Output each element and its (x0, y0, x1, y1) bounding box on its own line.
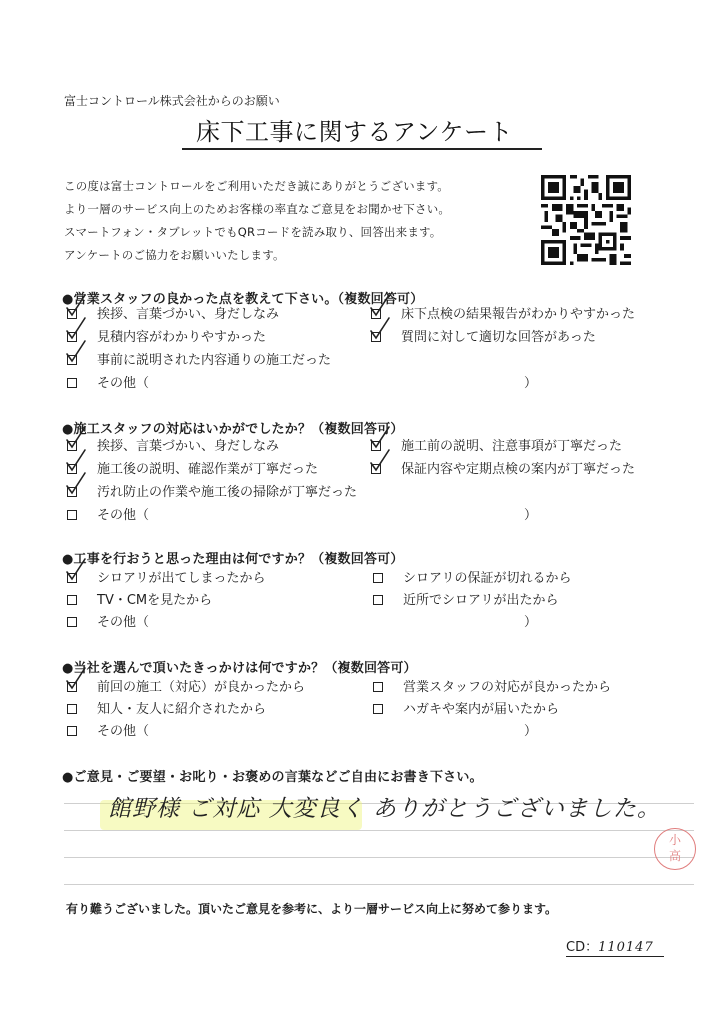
checkbox[interactable] (373, 573, 383, 583)
option-label: 営業スタッフの対応が良かったから (403, 680, 612, 695)
option-sales-answers[interactable] (371, 328, 671, 348)
checkmark-icon (369, 316, 391, 344)
other-close-paren: ） (524, 615, 538, 630)
other-close-paren: ） (524, 508, 538, 523)
option-trigger-sales-staff[interactable] (373, 678, 663, 698)
checkbox[interactable] (67, 704, 77, 714)
option-sales-inspection-report[interactable] (371, 305, 671, 325)
checkbox[interactable] (67, 726, 77, 736)
option-sales-as-explained[interactable] (67, 351, 367, 371)
option-trigger-postcard[interactable] (373, 700, 653, 720)
option-trigger-other[interactable] (67, 722, 267, 742)
option-label: シロアリが出てしまったから (97, 571, 266, 586)
option-label: 挨拶、言葉づかい、身だしなみ (97, 439, 280, 454)
option-label: シロアリの保証が切れるから (403, 571, 572, 586)
customer-code (566, 936, 654, 955)
option-construction-greeting[interactable] (67, 437, 347, 457)
option-construction-post-explanation[interactable] (67, 460, 357, 480)
option-label: 見積内容がわかりやすかった (97, 330, 267, 345)
intro-line-1: この度は富士コントロールをご利用いただき誠にありがとうございます。 (64, 179, 449, 193)
checkbox[interactable] (67, 595, 77, 605)
other-close-paren: ） (524, 724, 538, 739)
page-title: 床下工事に関するアンケート (196, 118, 514, 146)
option-sales-other[interactable] (67, 374, 267, 394)
checkmark-icon (369, 448, 391, 476)
checkbox[interactable] (67, 617, 77, 627)
option-label: 床下点検の結果報告がわかりやすかった (401, 307, 636, 322)
option-reason-other[interactable] (67, 613, 267, 633)
option-label: その他（ (97, 376, 150, 391)
option-construction-pre-explanation[interactable] (371, 437, 671, 457)
section-title-reason: ●工事を行おうと思った理由は何ですか？（複数回答可） (62, 552, 404, 567)
option-label: 施工後の説明、確認作業が丁寧だった (97, 462, 319, 477)
option-trigger-previous-work[interactable] (67, 678, 357, 698)
checkbox[interactable] (67, 510, 77, 520)
option-label: その他（ (97, 615, 150, 630)
checkmark-icon (65, 471, 87, 499)
intro-line-2: より一層のサービス向上のためお客様の率直なご意見をお聞かせ下さい。 (64, 202, 451, 216)
option-label: 汚れ防止の作業や施工後の掃除が丁寧だった (97, 485, 358, 500)
option-sales-greeting[interactable] (67, 305, 347, 325)
checkbox[interactable] (373, 704, 383, 714)
option-trigger-referral[interactable] (67, 700, 347, 720)
cd-label: CD： (566, 940, 599, 955)
option-sales-estimate[interactable] (67, 328, 347, 348)
option-label: その他（ (97, 724, 150, 739)
section-title-sales-staff: ●営業スタッフの良かった点を教えて下さい。（複数回答可） (62, 292, 424, 307)
section-title-construction-staff: ●施工スタッフの対応はいかがでしたか？（複数回答可） (62, 422, 404, 437)
cd-underline (566, 956, 664, 957)
option-label: 前回の施工（対応）が良かったから (97, 680, 306, 695)
option-label: 知人・友人に紹介されたから (97, 702, 267, 717)
checkmark-icon (65, 557, 87, 585)
company-line: 富士コントロール株式会社からのお願い (64, 94, 280, 108)
checkmark-icon (65, 339, 87, 367)
option-reason-warranty-expiring[interactable] (373, 569, 653, 589)
option-label: 近所でシロアリが出たから (403, 593, 559, 608)
option-label: TV・CMを見たから (97, 593, 213, 608)
option-label: その他（ (97, 508, 150, 523)
option-label: 保証内容や定期点検の案内が丁寧だった (401, 462, 636, 477)
footer-thanks: 有り難うございました。頂いたご意見を参考に、より一層サービス向上に努めて参ります。 (66, 902, 558, 916)
comment-line-3 (64, 857, 694, 858)
option-reason-neighborhood[interactable] (373, 591, 653, 611)
checkmark-icon (65, 666, 87, 694)
intro-line-4: アンケートのご協力をお願いいたします。 (64, 248, 285, 262)
checkbox[interactable] (67, 378, 77, 388)
cd-value: 110147 (598, 940, 654, 955)
other-close-paren: ） (524, 376, 538, 391)
checkbox[interactable] (373, 595, 383, 605)
qr-code[interactable] (541, 175, 631, 265)
option-reason-termites-appeared[interactable] (67, 569, 347, 589)
comment-line-4 (64, 884, 694, 885)
option-label: 質問に対して適切な回答があった (401, 330, 596, 345)
option-construction-other[interactable] (67, 506, 267, 526)
comment-line-2 (64, 830, 694, 831)
personal-seal-stamp: 小高 (654, 828, 696, 870)
option-construction-warranty-info[interactable] (371, 460, 671, 480)
option-construction-cleaning[interactable] (67, 483, 367, 503)
intro-line-3: スマートフォン・タブレットでもQRコードを読み取り、回答出来ます。 (64, 225, 442, 239)
section-title-trigger: ●当社を選んで頂いたきっかけは何ですか？（複数回答可） (62, 661, 417, 676)
section-title-comments: ●ご意見・ご要望・お叱り・お褒めの言葉などご自由にお書き下さい。 (62, 770, 483, 785)
handwritten-comment[interactable]: 館野様 ご対応 大変良く ありがとうございました。 (108, 796, 661, 822)
title-underline (182, 148, 542, 150)
option-label: 挨拶、言葉づかい、身だしなみ (97, 307, 280, 322)
checkbox[interactable] (373, 682, 383, 692)
option-label: 施工前の説明、注意事項が丁寧だった (401, 439, 623, 454)
option-label: 事前に説明された内容通りの施工だった (97, 353, 332, 368)
option-label: ハガキや案内が届いたから (403, 702, 560, 717)
option-reason-tv-cm[interactable] (67, 591, 347, 611)
